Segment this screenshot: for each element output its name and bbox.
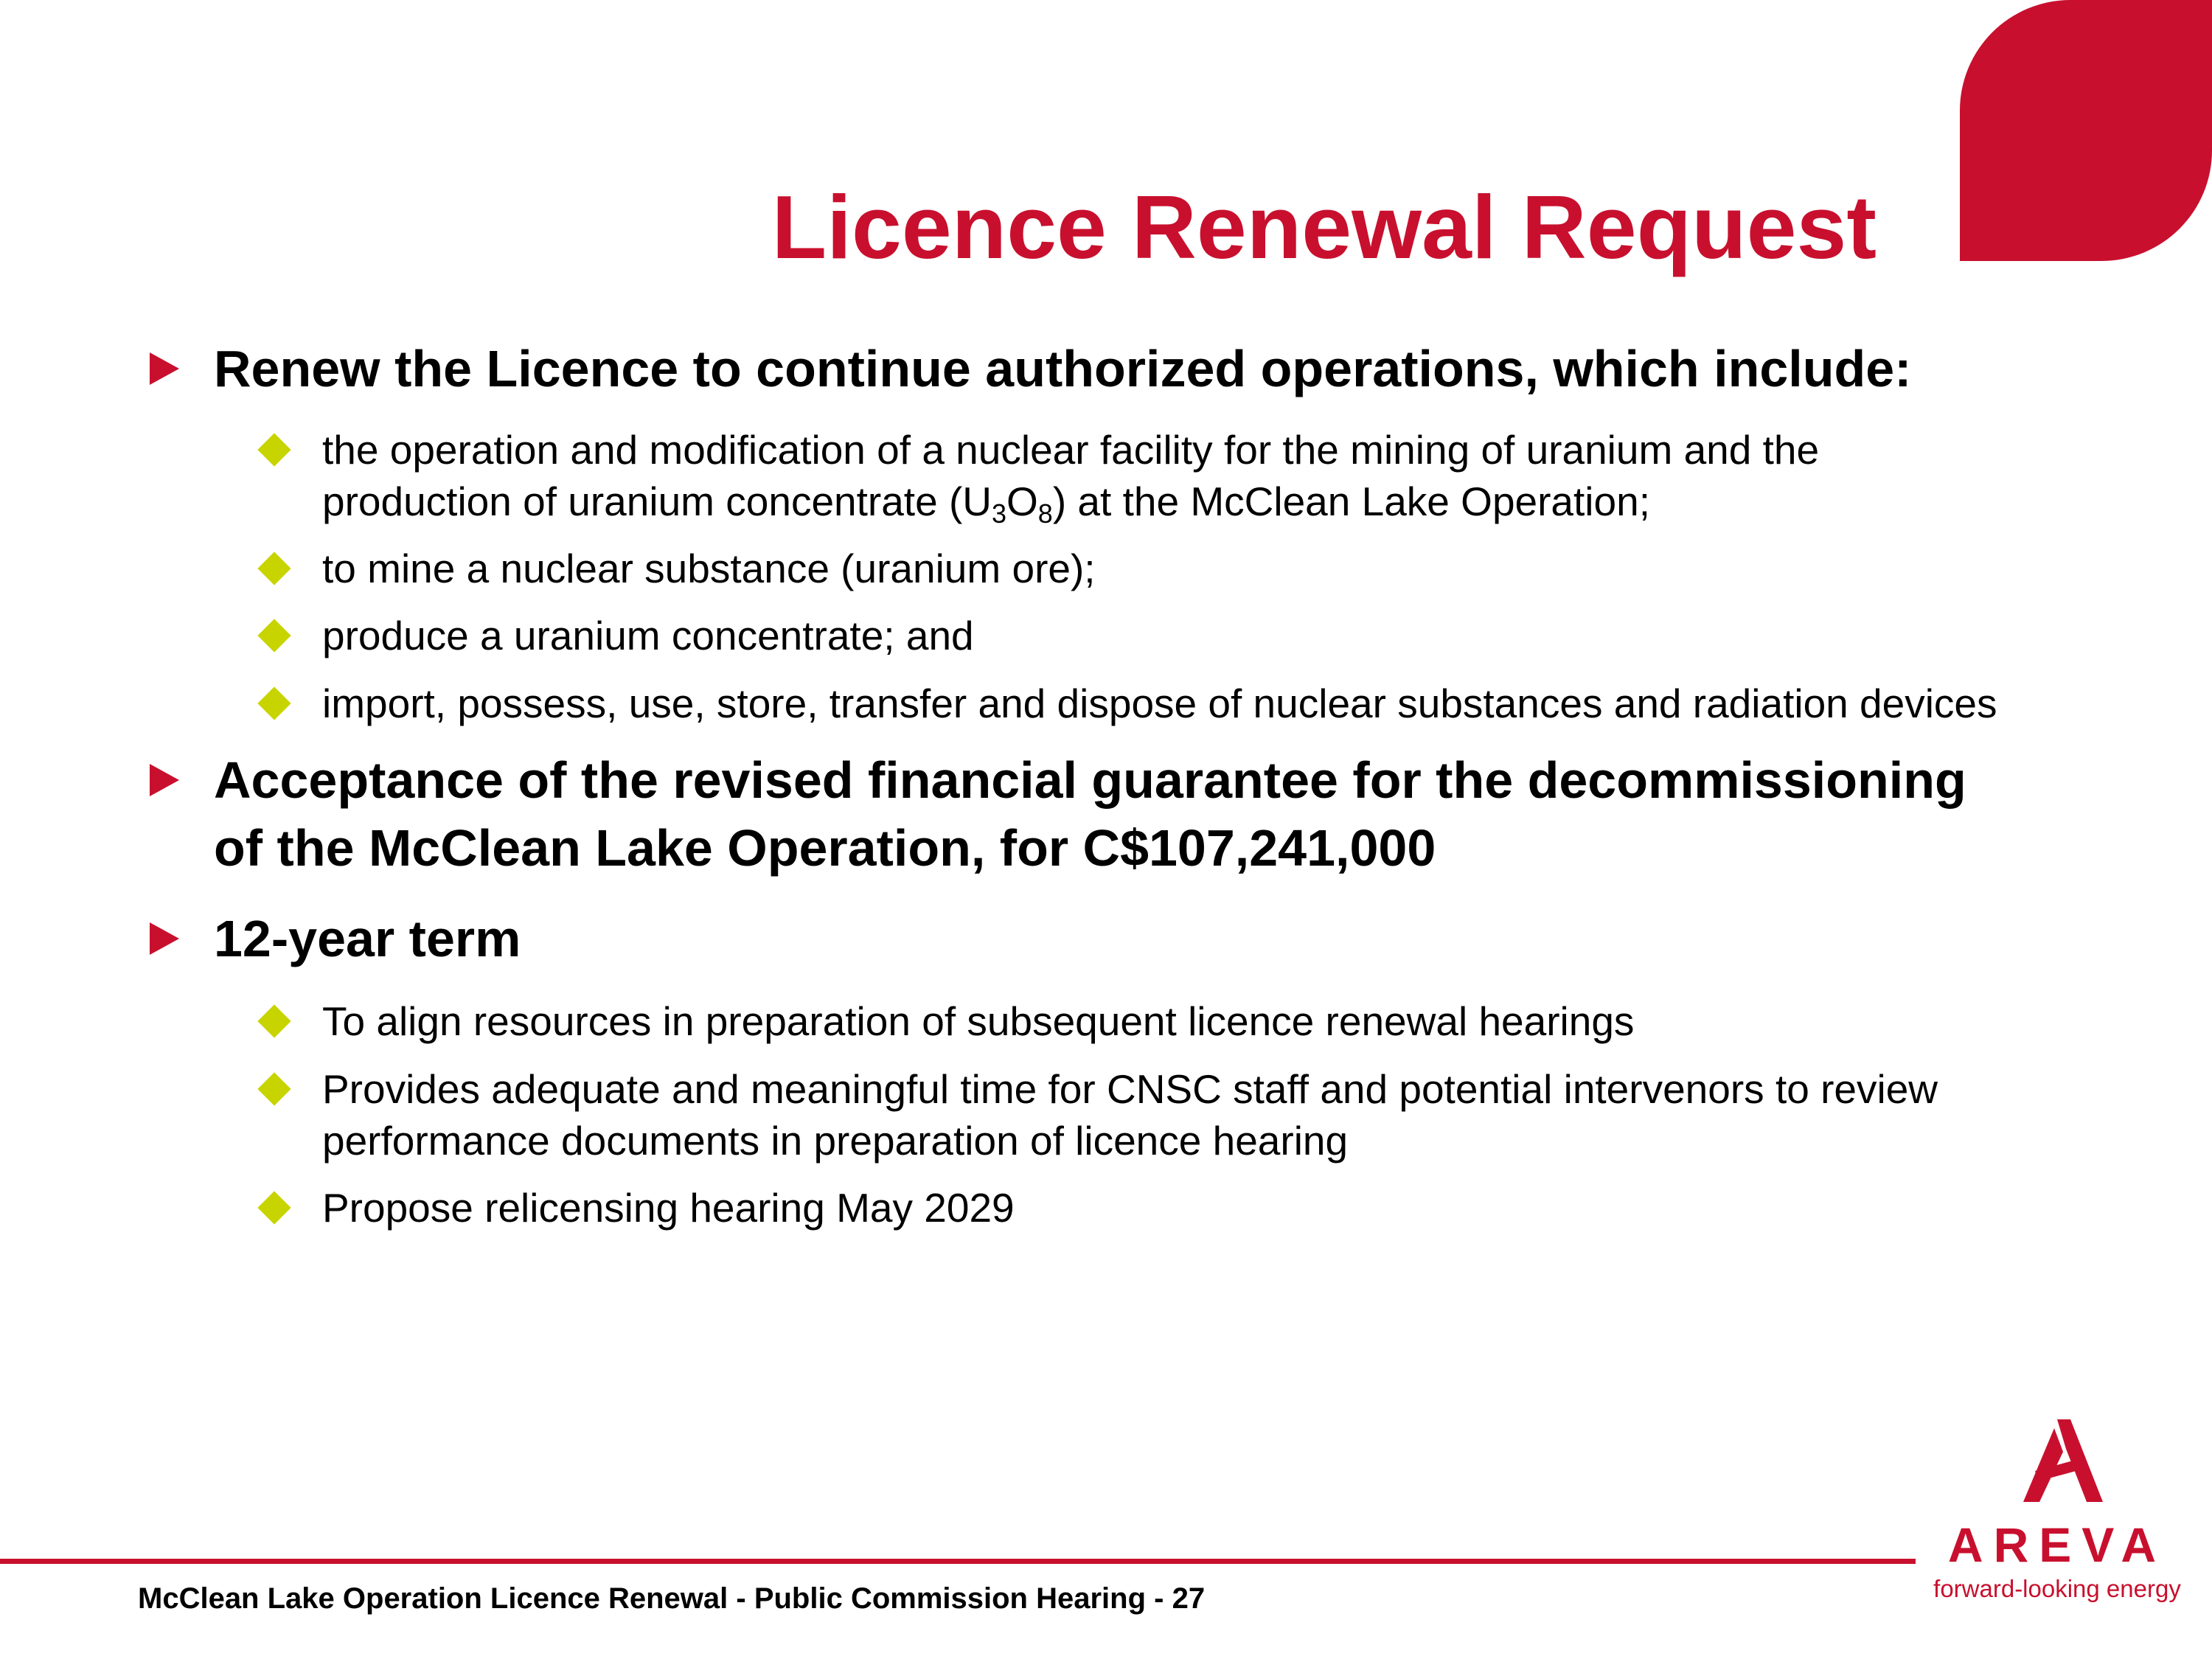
diamond-bullet-icon xyxy=(257,686,291,720)
diamond-bullet-icon xyxy=(257,1004,291,1037)
subscript: 3 xyxy=(991,498,1007,529)
bullet-financial-guarantee xyxy=(214,746,1966,882)
subitem-operation xyxy=(322,424,1819,527)
diamond-bullet-icon xyxy=(257,619,291,652)
corner-decoration xyxy=(1960,0,2212,261)
logo-name: AREVA xyxy=(1947,1517,2167,1572)
bullet-financial-guarantee-line2: of the McClean Lake Operation, for C$107,241,000 xyxy=(214,819,1436,877)
text-run: ) at the McClean Lake Operation; xyxy=(1052,479,1650,524)
bullet-term: 12-year term xyxy=(214,910,521,967)
subscript: 8 xyxy=(1037,498,1053,529)
diamond-bullet-icon xyxy=(257,1072,291,1105)
subitem-relicensing: Propose relicensing hearing May 2029 xyxy=(322,1185,1015,1231)
text-run: O xyxy=(1006,479,1038,524)
subitem-adequate-time xyxy=(322,1063,1938,1166)
bullet-renew-licence: Renew the Licence to continue authorized operations, which include: xyxy=(214,340,1912,397)
subitem-adequate-time-line2: performance documents in preparation of licence hearing xyxy=(322,1118,1349,1164)
areva-logo-mark-icon xyxy=(2013,1419,2109,1508)
subitem-produce: produce a uranium concentrate; and xyxy=(322,613,974,658)
text-run: production of uranium concentrate (U xyxy=(322,479,992,524)
areva-logo xyxy=(1932,1419,2183,1611)
subitem-operation-line2 xyxy=(322,476,1819,527)
diamond-bullet-icon xyxy=(257,552,291,585)
diamond-bullet-icon xyxy=(257,433,291,466)
footer-divider xyxy=(0,1559,1916,1564)
arrow-bullet-icon xyxy=(150,352,179,385)
subitem-import: import, possess, use, store, transfer and dispose of nuclear substances and radiation devices xyxy=(322,681,1997,726)
subitem-operation-line1: the operation and modification of a nuclear facility for the mining of uranium and the xyxy=(322,427,1820,473)
subitem-align-resources: To align resources in preparation of subsequent licence renewal hearings xyxy=(322,998,1635,1044)
footer-text: McClean Lake Operation Licence Renewal - Public Commission Hearing - 27 xyxy=(138,1582,1206,1615)
logo-tagline: forward-looking energy xyxy=(1933,1575,2181,1602)
diamond-bullet-icon xyxy=(257,1191,291,1224)
subitem-mine: to mine a nuclear substance (uranium ore); xyxy=(322,546,1096,591)
arrow-bullet-icon xyxy=(150,922,179,955)
slide-title: Licence Renewal Request xyxy=(771,177,1877,277)
bullet-financial-guarantee-line1: Acceptance of the revised financial guarantee for the decommissioning xyxy=(214,751,1966,809)
subitem-adequate-time-line1: Provides adequate and meaningful time for CNSC staff and potential intervenors to review xyxy=(322,1066,1938,1112)
arrow-bullet-icon xyxy=(150,764,179,796)
